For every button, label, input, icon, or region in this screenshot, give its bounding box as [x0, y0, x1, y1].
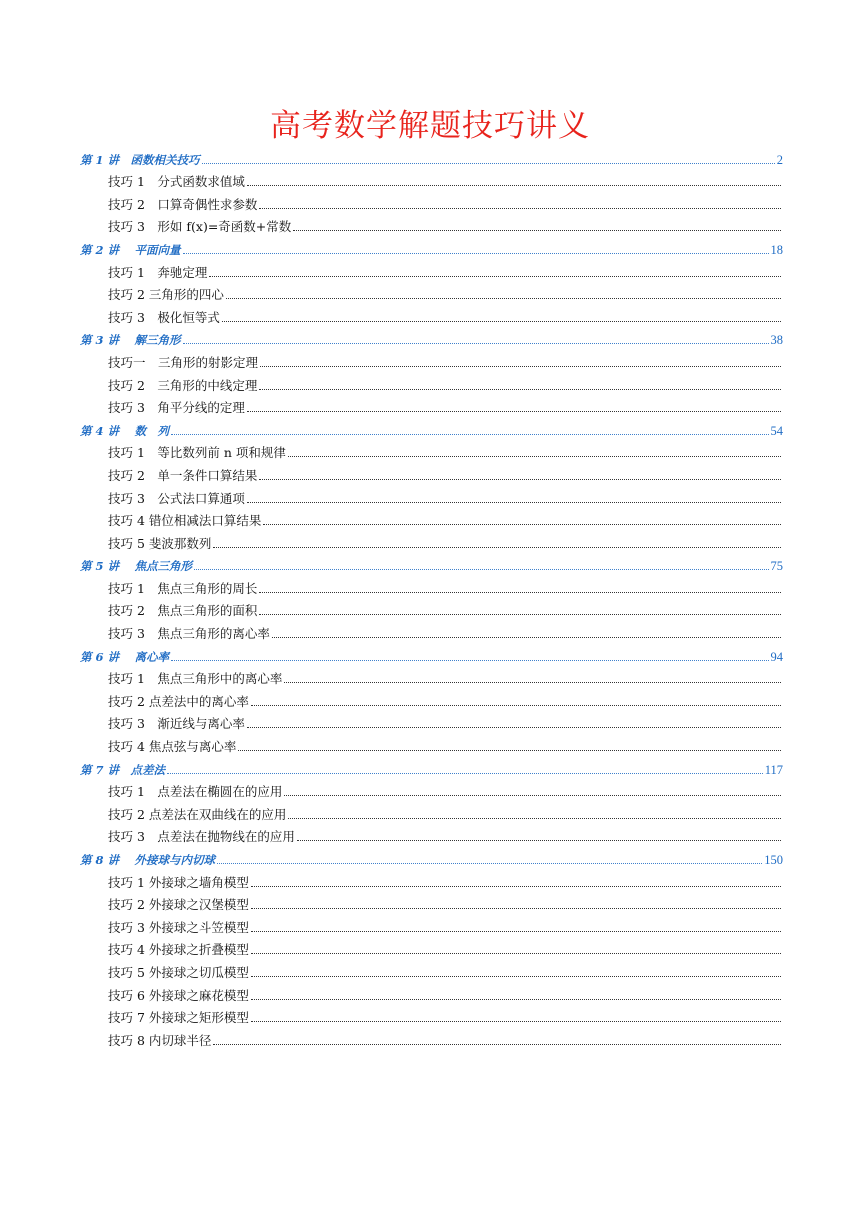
dot-leader [259, 614, 781, 615]
dot-leader [259, 208, 781, 209]
toc-section-label: 技巧 3 渐近线与离心率 [108, 716, 245, 732]
dot-leader [260, 366, 781, 367]
toc-section-entry[interactable] [80, 779, 783, 802]
toc-section-label: 技巧 8 内切球半径 [108, 1032, 212, 1048]
dot-leader [251, 886, 781, 887]
toc-section-label: 技巧 3 形如 f(x)=奇函数+常数 [108, 219, 292, 235]
toc-section-entry[interactable] [80, 440, 783, 463]
toc-section-label: 技巧 2 点差法中的离心率 [108, 693, 249, 709]
dot-leader [251, 976, 781, 977]
toc-section-label: 技巧 2 焦点三角形的面积 [108, 603, 258, 619]
toc-section-label: 技巧 5 斐波那数列 [108, 535, 212, 551]
toc-section-label: 技巧 1 外接球之墙角模型 [108, 874, 249, 890]
toc-section-entry[interactable] [80, 349, 783, 372]
toc-chapter-entry[interactable] [80, 553, 783, 576]
dot-leader [213, 547, 781, 548]
toc-section-entry[interactable] [80, 914, 783, 937]
toc-section-label: 技巧 2 三角形的四心 [108, 287, 224, 303]
toc-section-entry[interactable] [80, 688, 783, 711]
toc-section-label: 技巧 2 外接球之汉堡模型 [108, 897, 249, 913]
dot-leader [226, 298, 781, 299]
toc-chapter-entry[interactable] [80, 146, 783, 169]
toc-section-entry[interactable] [80, 824, 783, 847]
dot-leader [251, 1021, 781, 1022]
dot-leader [284, 795, 781, 796]
toc-chapter-label: 第 2 讲 平面向量 [80, 242, 181, 257]
dot-leader [288, 456, 781, 457]
toc-section-entry[interactable] [80, 711, 783, 734]
dot-leader [167, 773, 763, 774]
toc-section-entry[interactable] [80, 982, 783, 1005]
toc-section-entry[interactable] [80, 462, 783, 485]
toc-chapter-label: 第 6 讲 离心率 [80, 649, 170, 664]
toc-chapter-entry[interactable] [80, 756, 783, 779]
dot-leader [217, 863, 762, 864]
toc-section-entry[interactable] [80, 169, 783, 192]
toc-chapter-label: 第 4 讲 数 列 [80, 423, 170, 438]
dot-leader [213, 1044, 781, 1045]
toc-section-entry[interactable] [80, 530, 783, 553]
toc-section-label: 技巧 3 外接球之斗笠模型 [108, 919, 249, 935]
toc-page-number: 75 [770, 559, 783, 574]
dot-leader [222, 321, 781, 322]
dot-leader [251, 931, 781, 932]
toc-section-entry[interactable] [80, 191, 783, 214]
toc-chapter-label: 第 1 讲 函数相关技巧 [80, 152, 200, 167]
dot-leader [288, 818, 781, 819]
toc-section-label: 技巧 3 点差法在抛物线在的应用 [108, 829, 295, 845]
dot-leader [247, 411, 781, 412]
dot-leader [209, 276, 781, 277]
dot-leader [251, 953, 781, 954]
toc-section-entry[interactable] [80, 395, 783, 418]
toc-chapter-label: 第 3 讲 解三角形 [80, 333, 181, 348]
toc-chapter-entry[interactable] [80, 643, 783, 666]
dot-leader [183, 343, 769, 344]
toc-section-entry[interactable] [80, 666, 783, 689]
toc-section-label: 技巧 1 焦点三角形中的离心率 [108, 671, 283, 687]
dot-leader [202, 163, 775, 164]
toc-section-entry[interactable] [80, 1005, 783, 1028]
dot-leader [297, 840, 781, 841]
dot-leader [194, 569, 768, 570]
toc-section-entry[interactable] [80, 598, 783, 621]
toc-page-number: 2 [776, 152, 783, 167]
toc-page-number: 38 [770, 333, 783, 348]
toc-section-label: 技巧 1 等比数列前 n 项和规律 [108, 445, 286, 461]
dot-leader [247, 727, 781, 728]
toc-section-label: 技巧 4 错位相减法口算结果 [108, 513, 262, 529]
toc-section-entry[interactable] [80, 575, 783, 598]
dot-leader [171, 434, 768, 435]
toc-section-label: 技巧 1 奔驰定理 [108, 264, 208, 280]
toc-chapter-label: 第 8 讲 外接球与内切球 [80, 853, 216, 867]
toc-section-label: 技巧 3 极化恒等式 [108, 309, 220, 325]
toc-page-number: 94 [770, 649, 783, 664]
toc-section-label: 技巧 1 分式函数求值域 [108, 174, 245, 190]
dot-leader [259, 592, 781, 593]
dot-leader [251, 705, 781, 706]
dot-leader [247, 502, 781, 503]
dot-leader [171, 660, 768, 661]
toc-section-label: 技巧 3 角平分线的定理 [108, 400, 245, 416]
toc-section-entry[interactable] [80, 959, 783, 982]
toc-page-number: 54 [770, 423, 783, 438]
toc-chapter-entry[interactable] [80, 417, 783, 440]
table-of-contents [80, 146, 783, 1050]
dot-leader [259, 479, 781, 480]
toc-chapter-entry[interactable] [80, 846, 783, 869]
dot-leader [263, 524, 781, 525]
toc-page-number: 150 [764, 853, 783, 867]
toc-chapter-entry[interactable] [80, 236, 783, 259]
toc-chapter-entry[interactable] [80, 327, 783, 350]
toc-section-label: 技巧 4 外接球之折叠模型 [108, 942, 249, 958]
toc-section-entry[interactable] [80, 892, 783, 915]
dot-leader [238, 750, 781, 751]
dot-leader [183, 253, 769, 254]
toc-section-label: 技巧 3 公式法口算通项 [108, 490, 245, 506]
toc-section-label: 技巧 2 口算奇偶性求参数 [108, 196, 258, 212]
toc-page-number: 117 [764, 762, 783, 777]
toc-section-entry[interactable] [80, 869, 783, 892]
toc-chapter-label: 第 7 讲 点差法 [80, 762, 166, 777]
toc-section-entry[interactable] [80, 801, 783, 824]
toc-section-entry[interactable] [80, 937, 783, 960]
toc-section-entry[interactable] [80, 259, 783, 282]
toc-section-label: 技巧 5 外接球之切瓜模型 [108, 964, 249, 980]
toc-section-label: 技巧 1 点差法在椭圆在的应用 [108, 784, 283, 800]
toc-section-entry[interactable] [80, 485, 783, 508]
dot-leader [284, 682, 781, 683]
dot-leader [251, 999, 781, 1000]
toc-section-entry[interactable] [80, 214, 783, 237]
toc-section-entry[interactable] [80, 1027, 783, 1050]
document-title: 高考数学解题技巧讲义 [270, 108, 590, 144]
toc-section-label: 技巧一 三角形的射影定理 [108, 354, 259, 370]
toc-section-label: 技巧 2 点差法在双曲线在的应用 [108, 806, 287, 822]
toc-section-label: 技巧 2 单一条件口算结果 [108, 467, 258, 483]
toc-section-entry[interactable] [80, 620, 783, 643]
toc-section-label: 技巧 3 焦点三角形的离心率 [108, 626, 270, 642]
toc-section-label: 技巧 4 焦点弦与离心率 [108, 739, 237, 755]
toc-section-label: 技巧 7 外接球之矩形模型 [108, 1010, 249, 1026]
toc-section-entry[interactable] [80, 304, 783, 327]
toc-section-label: 技巧 2 三角形的中线定理 [108, 377, 258, 393]
toc-section-entry[interactable] [80, 733, 783, 756]
dot-leader [251, 908, 781, 909]
dot-leader [293, 230, 781, 231]
toc-section-label: 技巧 1 焦点三角形的周长 [108, 580, 258, 596]
toc-section-entry[interactable] [80, 372, 783, 395]
toc-section-entry[interactable] [80, 508, 783, 531]
toc-chapter-label: 第 5 讲 焦点三角形 [80, 559, 193, 574]
toc-page-number: 18 [770, 242, 783, 257]
toc-section-entry[interactable] [80, 282, 783, 305]
toc-section-label: 技巧 6 外接球之麻花模型 [108, 987, 249, 1003]
dot-leader [247, 185, 781, 186]
dot-leader [259, 389, 781, 390]
dot-leader [272, 637, 781, 638]
